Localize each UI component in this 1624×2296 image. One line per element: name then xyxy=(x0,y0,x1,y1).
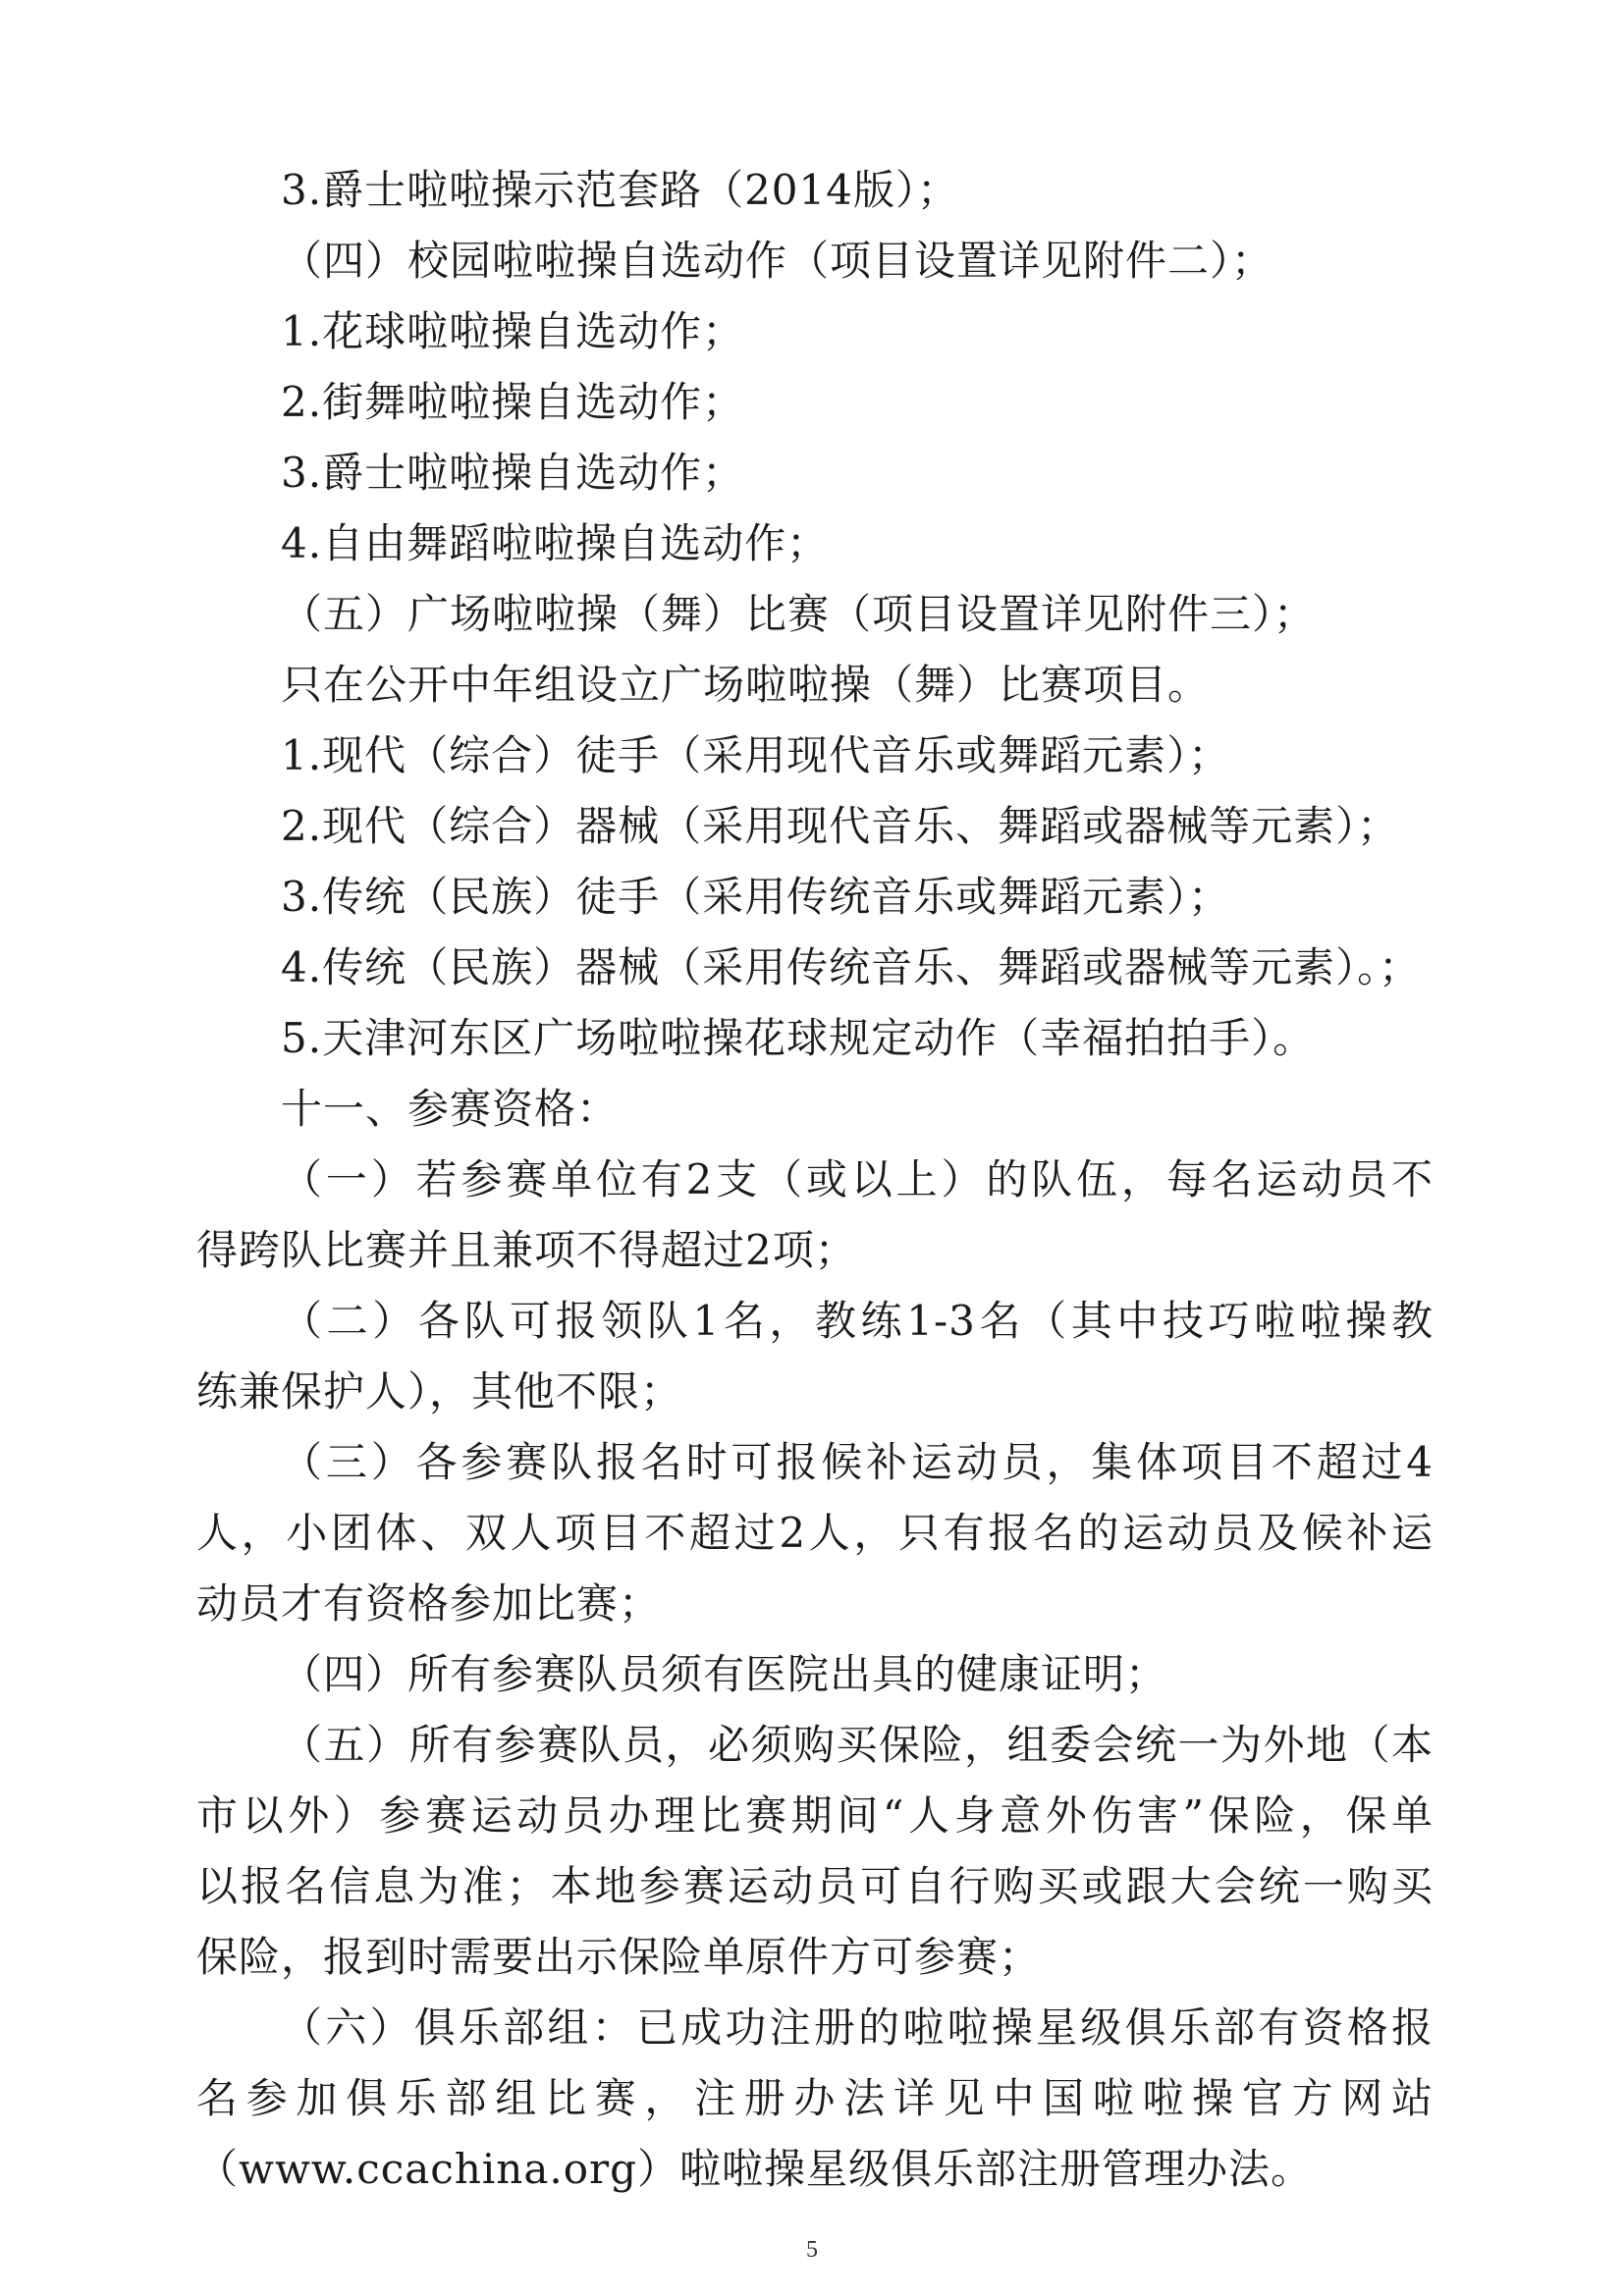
text-line: 人，小团体、双人项目不超过2人，只有报名的运动员及候补运 xyxy=(196,1509,1434,1557)
text-line: 市以外）参赛运动员办理比赛期间“人身意外伤害”保险，保单 xyxy=(196,1791,1434,1840)
page-number: 5 xyxy=(806,2237,818,2263)
text-line: （四）所有参赛队员须有医院出具的健康证明； xyxy=(281,1650,1168,1698)
text-line: 只在公开中年组设立广场啦啦操（舞）比赛项目。 xyxy=(281,661,1211,709)
text-line: 得跨队比赛并且兼项不得超过2项； xyxy=(196,1226,857,1274)
text-line: 名参加俱乐部组比赛，注册办法详见中国啦啦操官方网站 xyxy=(196,2074,1434,2122)
text-line: 4.传统（民族）器械（采用传统音乐、舞蹈或器械等元素）。； xyxy=(281,943,1422,991)
text-line: 4.自由舞蹈啦啦操自选动作； xyxy=(281,519,830,567)
text-line: 以报名信息为准；本地参赛运动员可自行购买或跟大会统一购买 xyxy=(196,1862,1434,1910)
text-line: 练兼保护人），其他不限； xyxy=(196,1367,683,1415)
text-line: 3.爵士啦啦操自选动作； xyxy=(281,449,745,497)
text-line: （五）广场啦啦操（舞）比赛（项目设置详见附件三）； xyxy=(281,590,1317,638)
text-line: （四）校园啦啦操自选动作（项目设置详见附件二）； xyxy=(281,237,1274,285)
section-heading: 十一、参赛资格： xyxy=(281,1085,620,1133)
text-line: 2.街舞啦啦操自选动作； xyxy=(281,378,745,426)
text-line: 2.现代（综合）器械（采用现代音乐、舞蹈或器械等元素）； xyxy=(281,802,1400,850)
text-line: 1.现代（综合）徒手（采用现代音乐或舞蹈元素）； xyxy=(281,731,1231,779)
text-line: （六）俱乐部组：已成功注册的啦啦操星级俱乐部有资格报 xyxy=(281,2003,1434,2052)
text-line: 3.传统（民族）徒手（采用传统音乐或舞蹈元素）； xyxy=(281,873,1231,921)
text-line: 动员才有资格参加比赛； xyxy=(196,1579,662,1628)
text-line: （一）若参赛单位有2支（或以上）的队伍，每名运动员不 xyxy=(281,1155,1434,1203)
text-line: （三）各参赛队报名时可报候补运动员，集体项目不超过4 xyxy=(281,1438,1434,1486)
text-line: （www.ccachina.org）啦啦操星级俱乐部注册管理办法。 xyxy=(196,2145,1313,2193)
text-line: 5.天津河东区广场啦啦操花球规定动作（幸福拍拍手）。 xyxy=(281,1014,1316,1062)
text-line: 1.花球啦啦操自选动作； xyxy=(281,307,745,355)
text-line: （二）各队可报领队1名，教练1-3名（其中技巧啦啦操教 xyxy=(281,1297,1434,1345)
text-line: （五）所有参赛队员，必须购买保险，组委会统一为外地（本 xyxy=(281,1721,1434,1769)
text-line: 保险，报到时需要出示保险单原件方可参赛； xyxy=(196,1933,1042,1981)
text-line: 3.爵士啦啦操示范套路（2014版）； xyxy=(281,166,959,214)
